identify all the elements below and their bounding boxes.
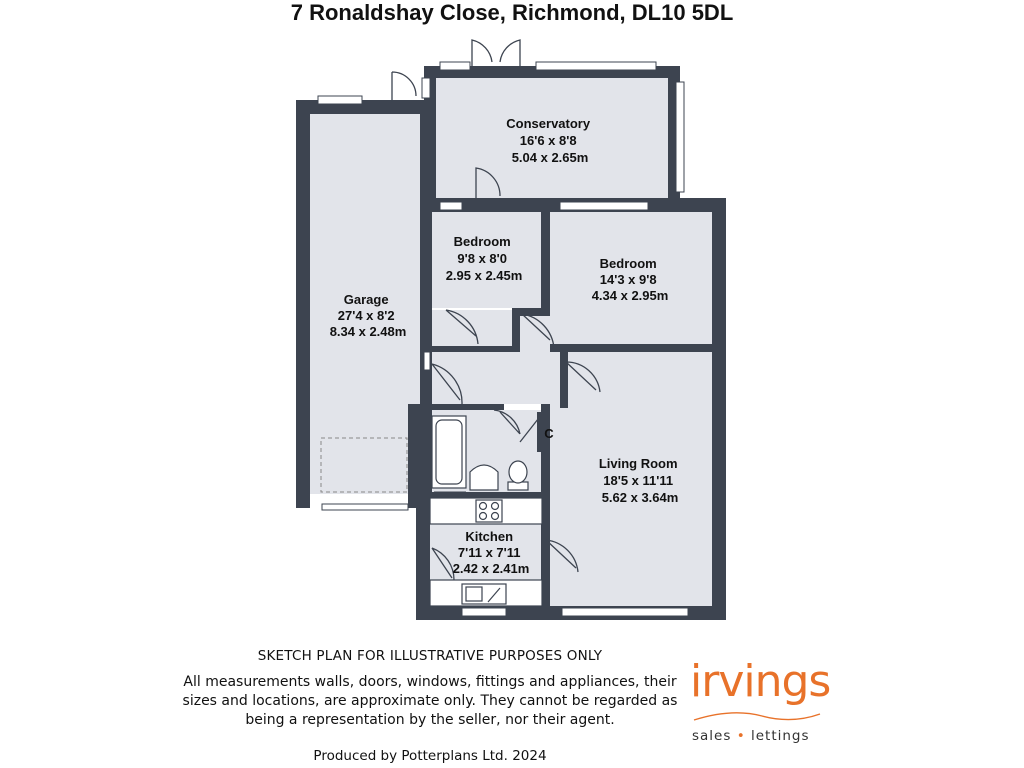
hob-icon [476, 500, 502, 522]
bedroom1-window [440, 202, 462, 210]
conservatory-imperial: 16'6 x 8'8 [519, 133, 577, 148]
disclaimer-heading: SKETCH PLAN FOR ILLUSTRATIVE PURPOSES ONLY [257, 648, 603, 664]
basin-icon [470, 465, 498, 490]
bedroom2-window [560, 202, 648, 210]
disclaimer [150, 648, 710, 730]
living-imperial: 18'5 x 11'11 [603, 473, 674, 488]
logo-tag-separator: • [736, 728, 746, 744]
garage-name: Garage [343, 292, 389, 307]
conservatory-metric: 5.04 x 2.65m [511, 150, 589, 165]
garage-entrance [322, 504, 408, 510]
conservatory-window-left [440, 62, 470, 70]
bedroom2-imperial: 14'3 x 9'8 [599, 272, 657, 287]
garage-side-door [392, 72, 416, 102]
garage-window [318, 96, 362, 104]
kitchen-window [462, 608, 506, 616]
disclaimer-line-3: being a representation by the seller, nor their agent. [245, 712, 615, 728]
living-name: Living Room [598, 456, 678, 471]
living-metric: 5.62 x 3.64m [601, 490, 679, 505]
conservatory-french-door-right [500, 40, 520, 66]
logo-wordmark: irvings [690, 656, 831, 707]
cupboard-label: C [544, 426, 554, 441]
bedroom1-metric: 2.95 x 2.45m [445, 268, 523, 283]
bedroom1-name: Bedroom [453, 234, 511, 249]
logo-wave-icon [692, 710, 822, 724]
kitchen-imperial: 7'11 x 7'11 [457, 545, 521, 560]
kitchen-metric: 2.42 x 2.41m [452, 561, 530, 576]
agent-logo [686, 656, 831, 748]
conservatory-window-side [422, 78, 430, 98]
conservatory-window-right [676, 82, 684, 192]
disclaimer-line-1: All measurements walls, doors, windows, fittings and appliances, their [183, 674, 677, 690]
garage-metric: 8.34 x 2.48m [329, 324, 407, 339]
disclaimer-line-2: sizes and locations, are approximate only. They cannot be regarded as [182, 693, 678, 709]
producer-credit: Produced by Potterplans Ltd. 2024 [313, 748, 547, 764]
conservatory-name: Conservatory [506, 116, 591, 131]
disclaimer-body [150, 673, 710, 730]
cupboard-wall [537, 412, 543, 452]
logo-tag-sales: sales [692, 728, 732, 744]
kitchen-name: Kitchen [465, 529, 514, 544]
bedroom2-name: Bedroom [599, 256, 657, 271]
page-title: 7 Ronaldshay Close, Richmond, DL10 5DL [290, 0, 734, 25]
living-window [562, 608, 688, 616]
logo-tag-lettings: lettings [750, 728, 810, 744]
conservatory-window-top [536, 62, 656, 70]
bedroom2-metric: 4.34 x 2.95m [591, 288, 669, 303]
svg-text:Bedroom 14'3 x 9'8 [592, 256, 669, 303]
logo-tagline [692, 728, 810, 744]
toilet-icon [509, 461, 527, 483]
svg-text:Living Room 18'5 x 11'11 [599, 456, 681, 505]
conservatory-french-door-left [472, 40, 492, 66]
garage-imperial: 27'4 x 8'2 [337, 308, 395, 323]
bedroom1-imperial: 9'8 x 8'0 [457, 251, 507, 266]
hall-window [424, 352, 430, 370]
